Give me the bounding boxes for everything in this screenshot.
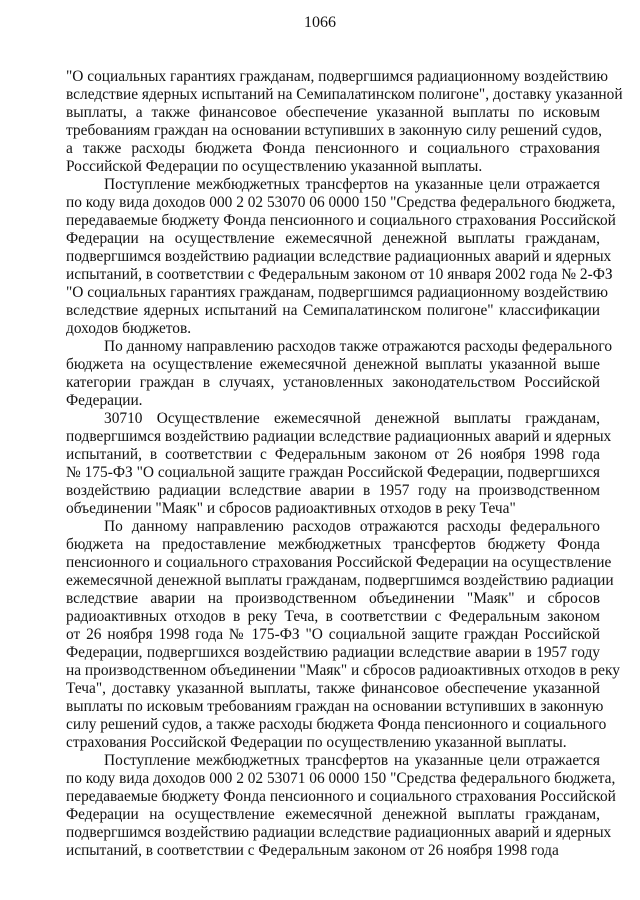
text-line: подвергшимся воздействию радиации вследствие радиационных аварий и ядерных: [66, 824, 612, 841]
text-line: пенсионного и социального страхования Российской Федерации на осуществление: [66, 554, 612, 571]
text-line: объединении "Маяк" и сбросов радиоактивных отходов в реку Теча": [66, 500, 516, 517]
text-line: воздействию радиации вследствие аварии в 1957 году на производственном: [66, 482, 600, 499]
text-line: вследствие ядерных испытаний на Семипалатинском полигоне" классификации: [66, 302, 600, 319]
text-line: Федерации на осуществление ежемесячной денежной выплаты гражданам,: [66, 806, 600, 823]
text-line: а также расходы бюджета Фонда пенсионного и социального страхования: [66, 140, 600, 157]
text-line: от 26 ноября 1998 года № 175-ФЗ "О социальной защите граждан Российской: [66, 626, 600, 643]
text-line: "О социальных гарантиях гражданам, подвергшимся радиационному воздействию: [66, 68, 608, 85]
text-line: Федерации, подвергшихся воздействию радиации вследствие аварии в 1957 году: [66, 644, 600, 661]
text-line: подвергшимся воздействию радиации вследствие радиационных аварий и ядерных: [66, 428, 612, 445]
paragraph: [66, 338, 613, 410]
text-line: № 175-ФЗ "О социальной защите граждан Российской Федерации, подвергшихся: [66, 464, 600, 481]
text-line: По данному направлению расходов отражаются расходы федерального: [104, 518, 600, 535]
text-line: страхования Российской Федерации по осуществлению указанной выплаты.: [66, 734, 567, 751]
text-line: вследствие аварии на производственном объединении "Маяк" и сбросов: [66, 590, 600, 607]
text-line: испытаний, в соответствии с Федеральным законом от 10 января 2002 года № 2-ФЗ: [66, 266, 613, 283]
text-line: на производственном объединении "Маяк" и сбросов радиоактивных отходов в реку: [66, 662, 620, 679]
text-line: выплаты, а также финансовое обеспечение указанной выплаты по исковым: [66, 104, 600, 121]
text-line: по коду вида доходов 000 2 02 53070 06 0000 150 "Средства федерального бюджета,: [66, 194, 616, 211]
text-line: радиоактивных отходов в реку Теча, в соответствии с Федеральным законом: [66, 608, 600, 625]
text-line: Поступление межбюджетных трансфертов на указанные цели отражается: [104, 176, 600, 193]
text-line: вследствие ядерных испытаний на Семипалатинском полигоне", доставку указанной: [66, 86, 623, 103]
text-line: Федерации.: [66, 392, 143, 409]
text-line: доходов бюджетов.: [66, 320, 192, 337]
text-line: 30710 Осуществление ежемесячной денежной выплаты гражданам,: [104, 410, 600, 427]
text-line: Теча", доставку указанной выплаты, также финансовое обеспечение указанной: [66, 680, 600, 697]
paragraph: [66, 176, 616, 338]
text-line: требованиям граждан на основании вступивших в законную силу решений судов,: [66, 122, 603, 139]
document-body: [66, 68, 623, 860]
text-line: категории граждан в случаях, установленных законодательством Российской: [66, 374, 600, 391]
text-line: испытаний, в соответствии с Федеральным законом от 26 ноября 1998 года: [66, 842, 559, 859]
text-line: по коду вида доходов 000 2 02 53071 06 0000 150 "Средства федерального бюджета,: [66, 770, 616, 787]
page-number: 1066: [304, 14, 336, 31]
text-line: По данному направлению расходов также отражаются расходы федерального: [104, 338, 613, 355]
paragraph: [66, 752, 616, 860]
text-line: передаваемые бюджету Фонда пенсионного и социального страхования Российской: [66, 212, 616, 229]
text-line: подвергшимся воздействию радиации вследствие радиационных аварий и ядерных: [66, 248, 612, 265]
text-line: испытаний, в соответствии с Федеральным законом от 26 ноября 1998 года: [66, 446, 600, 463]
text-line: "О социальных гарантиях гражданам, подвергшимся радиационному воздействию: [66, 284, 608, 301]
text-line: ежемесячной денежной выплаты гражданам, подвергшимся воздействию радиации: [66, 572, 614, 589]
text-line: передаваемые бюджету Фонда пенсионного и социального страхования Российской: [66, 788, 616, 805]
text-line: выплаты по исковым требованиям граждан на основании вступивших в законную: [66, 698, 604, 715]
paragraph: [66, 68, 623, 176]
paragraph: [66, 410, 612, 518]
text-line: Российской Федерации по осуществлению указанной выплаты.: [66, 158, 483, 175]
text-line: Федерации на осуществление ежемесячной денежной выплаты гражданам,: [66, 230, 600, 247]
text-line: бюджета на предоставление межбюджетных трансфертов бюджету Фонда: [66, 536, 600, 553]
text-line: бюджета на осуществление ежемесячной денежной выплаты указанной выше: [66, 356, 600, 373]
text-line: Поступление межбюджетных трансфертов на указанные цели отражается: [104, 752, 600, 769]
text-line: силу решений судов, а также расходы бюджета Фонда пенсионного и социального: [66, 716, 607, 733]
paragraph: [66, 518, 620, 752]
